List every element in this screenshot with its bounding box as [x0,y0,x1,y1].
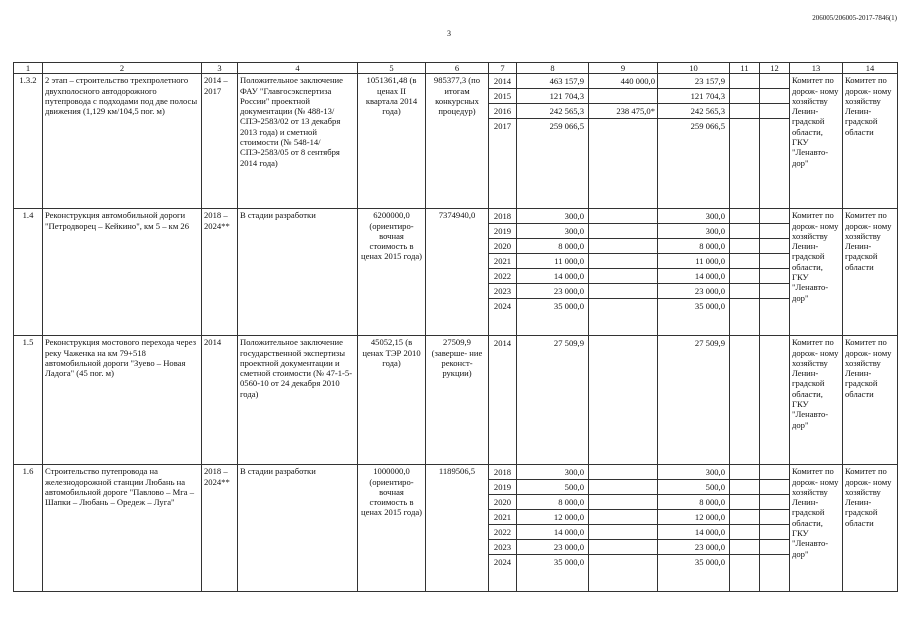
item-federal-funding-value: 238 475,0* [589,104,657,119]
item-estimated-cost: 1000000,0 (ориентиро- вочная стоимость в ценах 2015 года) [358,465,426,592]
item-number: 1.3.2 [14,74,43,209]
item-responsible: Комитет по дорож- ному хозяйству Ленин- градской области [843,74,898,209]
item-column-12-value [760,104,789,119]
item-column-12 [760,209,790,336]
column-number-7: 7 [489,63,517,74]
item-documentation: Положительное заключение ФАУ "Главгосэкспертиза России" проектной документации (№ 488-13/СПЭ-2583/02 от 13 декабря 2013 года) и сметной стоимости (№ 548-14/СПЭ-2583/05 от 8 сентября 2014 года) [238,74,358,209]
column-number-11: 11 [730,63,760,74]
item-federal-funding-value [589,510,657,525]
item-years-value: 2019 [489,224,516,239]
column-number-13: 13 [790,63,843,74]
item-column-11-value [730,540,759,555]
item-column-11-value [730,284,759,299]
item-federal-funding [589,465,658,592]
item-years-value: 2019 [489,480,516,495]
item-years-value: 2020 [489,239,516,254]
item-federal-funding [589,74,658,209]
item-federal-funding-value [589,336,657,351]
item-customer: Комитет по дорож- ному хозяйству Ленин- градской области, ГКУ "Ленавто- дор" [790,465,843,592]
item-years [489,465,517,592]
item-years-value: 2023 [489,284,516,299]
item-column-12-value [760,119,789,134]
item-column-12-value [760,525,789,540]
item-column-11-value [730,336,759,351]
item-regional-funding-value: 12 000,0 [658,510,729,525]
item-responsible: Комитет по дорож- ному хозяйству Ленин- градской области [843,209,898,336]
item-period: 2014 [202,336,238,465]
item-federal-funding-value [589,480,657,495]
item-number: 1.5 [14,336,43,465]
item-column-12-value [760,284,789,299]
item-column-12-value [760,299,789,314]
item-column-12-value [760,74,789,89]
item-total-funding-value: 14 000,0 [517,525,588,540]
item-column-12-value [760,269,789,284]
item-column-11-value [730,555,759,570]
item-column-11 [730,465,760,592]
item-total-funding-value: 463 157,9 [517,74,588,89]
column-number-6: 6 [426,63,489,74]
item-documentation: Положительное заключение государственной экспертизы проектной документации и сметной стоимости (№ 47-1-5-0560-10 от 24 декабря 2010 года) [238,336,358,465]
item-regional-funding-value: 8 000,0 [658,495,729,510]
item-column-12-value [760,239,789,254]
item-column-11-value [730,510,759,525]
item-column-12-value [760,209,789,224]
item-federal-funding-value [589,224,657,239]
item-regional-funding [658,465,730,592]
item-total-funding-value: 27 509,9 [553,338,584,349]
item-column-11-value [730,525,759,540]
item-estimated-cost: 6200000,0 (ориентиро- вочная стоимость в ценах 2015 года) [358,209,426,336]
item-federal-funding-value [589,89,657,104]
item-documentation: В стадии разработки [238,209,358,336]
item-period: 2014 – 2017 [202,74,238,209]
column-number-1: 1 [14,63,43,74]
item-federal-funding-value [589,284,657,299]
item-total-funding-value: 23 000,0 [517,540,588,555]
item-years-value: 2024 [493,557,512,568]
item-column-11-value [730,224,759,239]
document-id: 206005/206005-2017-7846(1) [812,14,897,22]
item-regional-funding-value: 23 000,0 [658,284,729,299]
table-row [14,336,898,465]
item-regional-funding-value: 14 000,0 [658,525,729,540]
item-years-value: 2016 [489,104,516,119]
item-column-11-value [730,254,759,269]
item-column-12-value [760,510,789,525]
item-contract-cost: 7374940,0 [426,209,489,336]
item-regional-funding-value: 14 000,0 [658,269,729,284]
column-number-8: 8 [517,63,589,74]
item-regional-funding-value: 500,0 [658,480,729,495]
item-name: Реконструкция автомобильной дороги "Петродворец – Кейкино", км 5 – км 26 [43,209,202,336]
item-federal-funding-value: 440 000,0 [589,74,657,89]
column-number-5: 5 [358,63,426,74]
item-federal-funding [589,209,658,336]
item-column-11-value [730,465,759,480]
item-total-funding-value: 11 000,0 [517,254,588,269]
item-total-funding-value: 8 000,0 [517,239,588,254]
item-customer: Комитет по дорож- ному хозяйству Ленин- градской области, ГКУ "Ленавто- дор" [790,336,843,465]
item-regional-funding-value: 27 509,9 [694,338,725,349]
item-regional-funding-value: 300,0 [658,465,729,480]
item-total-funding-value: 300,0 [517,465,588,480]
item-regional-funding-value: 259 066,5 [690,121,725,132]
item-column-12-value [760,480,789,495]
item-column-11 [730,74,760,209]
item-regional-funding-value: 23 000,0 [658,540,729,555]
item-responsible: Комитет по дорож- ному хозяйству Ленин- градской области [843,465,898,592]
item-federal-funding-value [589,465,657,480]
item-column-11-value [730,299,759,314]
table-row [14,465,898,592]
item-years-value: 2023 [489,540,516,555]
item-column-11-value [730,495,759,510]
item-years-value: 2015 [489,89,516,104]
item-total-funding-value: 35 000,0 [553,301,584,312]
item-years-value: 2024 [493,301,512,312]
column-number-12: 12 [760,63,790,74]
item-name: 2 этап – строительство трехпролетного двухполосного автодорожного путепровода с подходами под две полосы движения (1,129 км/104,5 пог. м) [43,74,202,209]
item-regional-funding-value: 300,0 [658,224,729,239]
item-column-11-value [730,269,759,284]
item-total-funding [517,336,589,465]
item-column-11 [730,336,760,465]
item-years-value: 2017 [493,121,512,132]
item-total-funding-value: 23 000,0 [517,284,588,299]
item-federal-funding-value [589,540,657,555]
item-column-12 [760,336,790,465]
item-period: 2018 – 2024** [202,209,238,336]
item-federal-funding-value [589,209,657,224]
item-column-12-value [760,224,789,239]
item-documentation: В стадии разработки [238,465,358,592]
item-federal-funding-value [589,119,657,134]
column-number-10: 10 [658,63,730,74]
item-years [489,209,517,336]
item-total-funding-value: 300,0 [517,209,588,224]
item-total-funding [517,74,589,209]
item-regional-funding-value: 11 000,0 [658,254,729,269]
item-regional-funding [658,336,730,465]
item-federal-funding-value [589,555,657,570]
item-federal-funding-value [589,495,657,510]
item-total-funding-value: 35 000,0 [553,557,584,568]
item-column-12-value [760,540,789,555]
item-years [489,74,517,209]
item-estimated-cost: 1051361,48 (в ценах II квартала 2014 года) [358,74,426,209]
item-contract-cost: 27509,9 (заверше- ние реконст- рукции) [426,336,489,465]
item-total-funding-value: 300,0 [517,224,588,239]
column-number-4: 4 [238,63,358,74]
item-years-value: 2022 [489,525,516,540]
item-federal-funding-value [589,254,657,269]
item-column-11-value [730,74,759,89]
column-number-2: 2 [43,63,202,74]
item-customer: Комитет по дорож- ному хозяйству Ленин- градской области, ГКУ "Ленавто- дор" [790,209,843,336]
item-years-value: 2018 [489,209,516,224]
item-total-funding [517,209,589,336]
item-regional-funding [658,209,730,336]
item-regional-funding-value: 35 000,0 [694,301,725,312]
item-column-11-value [730,480,759,495]
item-total-funding-value: 12 000,0 [517,510,588,525]
item-period: 2018 – 2024** [202,465,238,592]
item-column-11-value [730,104,759,119]
item-column-12 [760,74,790,209]
column-number-9: 9 [589,63,658,74]
item-number: 1.4 [14,209,43,336]
item-column-12-value [760,89,789,104]
item-contract-cost: 1189506,5 [426,465,489,592]
item-total-funding-value: 259 066,5 [549,121,584,132]
item-regional-funding [658,74,730,209]
item-years-value: 2020 [489,495,516,510]
item-column-11-value [730,89,759,104]
table-row [14,74,898,209]
program-table [13,62,898,592]
item-name: Строительство путепровода на железнодорожной станции Любань на автомобильной дороге "Павлово – Мга – Шапки – Любань – Оредеж – Луга" [43,465,202,592]
item-years-value: 2021 [489,510,516,525]
item-regional-funding-value: 242 565,3 [658,104,729,119]
item-estimated-cost: 45052,15 (в ценах ТЭР 2010 года) [358,336,426,465]
item-years-value: 2021 [489,254,516,269]
item-customer: Комитет по дорож- ному хозяйству Ленин- градской области, ГКУ "Ленавто- дор" [790,74,843,209]
item-regional-funding-value: 300,0 [658,209,729,224]
item-regional-funding-value: 121 704,3 [658,89,729,104]
item-column-12 [760,465,790,592]
item-column-12-value [760,254,789,269]
item-column-11-value [730,209,759,224]
item-total-funding-value: 121 704,3 [517,89,588,104]
item-number: 1.6 [14,465,43,592]
item-column-12-value [760,555,789,570]
item-federal-funding [589,336,658,465]
item-column-11 [730,209,760,336]
item-regional-funding-value: 23 157,9 [658,74,729,89]
item-total-funding [517,465,589,592]
item-column-11-value [730,119,759,134]
column-number-3: 3 [202,63,238,74]
item-years-value: 2018 [489,465,516,480]
item-column-12-value [760,336,789,351]
item-regional-funding-value: 35 000,0 [694,557,725,568]
column-number-14: 14 [843,63,898,74]
item-contract-cost: 985377,3 (по итогам конкурсных процедур) [426,74,489,209]
column-number-row [14,63,898,74]
item-responsible: Комитет по дорож- ному хозяйству Ленин- градской области [843,336,898,465]
item-name: Реконструкция мостового перехода через реку Чаженка на км 79+518 автомобильной дороги "Зуево – Новая Ладога" (45 пог. м) [43,336,202,465]
item-total-funding-value: 242 565,3 [517,104,588,119]
item-column-12-value [760,465,789,480]
page-number: 3 [447,29,451,38]
item-federal-funding-value [589,239,657,254]
table-row [14,209,898,336]
item-years-value: 2022 [489,269,516,284]
item-total-funding-value: 8 000,0 [517,495,588,510]
item-total-funding-value: 500,0 [517,480,588,495]
item-federal-funding-value [589,525,657,540]
item-years-value: 2014 [493,338,512,349]
item-regional-funding-value: 8 000,0 [658,239,729,254]
item-column-11-value [730,239,759,254]
item-years-value: 2014 [489,74,516,89]
item-total-funding-value: 14 000,0 [517,269,588,284]
item-column-12-value [760,495,789,510]
item-years [489,336,517,465]
item-federal-funding-value [589,269,657,284]
item-federal-funding-value [589,299,657,314]
